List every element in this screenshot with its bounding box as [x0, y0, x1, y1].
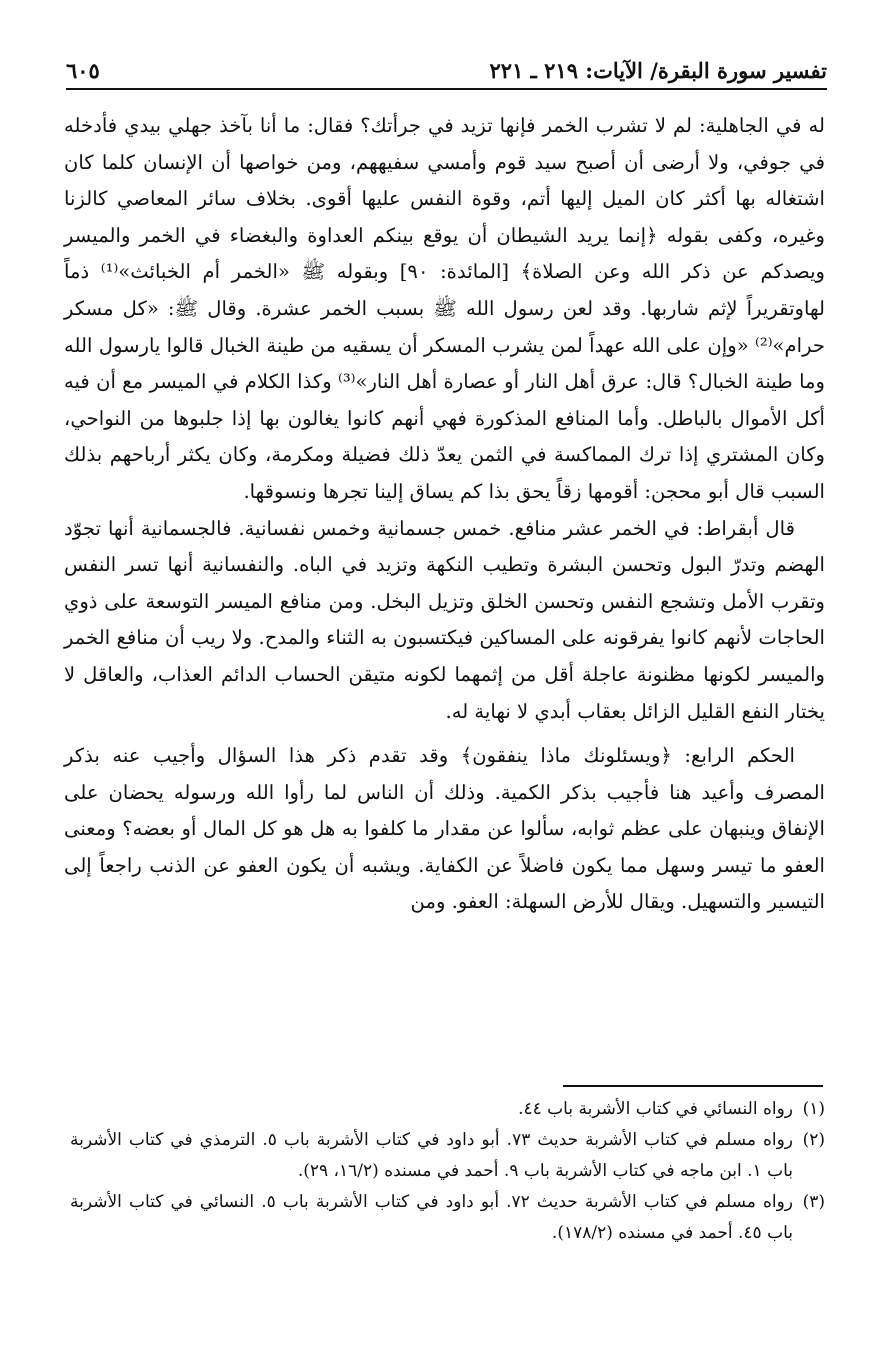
paragraph: قال أبقراط: في الخمر عشر منافع. خمس جسمانية وخمس نفسانية. فالجسمانية أنها تجوّد الهضم وتدرّ البول وتحسن البشرة وتطيب النكهة وتزيد في الباه. والنفسانية أنها تسر النفس وتقرب الأمل وتشجع النفس وتحسن الخلق وتزيل البخل. ومن منافع الميسر التوسعة على ذوي الحاجات لأنهم كانوا يفرقونه على المساكين فيكتسبون به الثناء والمدح. ولا ريب أن منافع الخمر والميسر لكونها مظنونة عاجلة أقل من إثمهما لكونه متيقن الحساب الدائم العذاب، والعاقل لا يختار النفع القليل الزائل بعقاب أبدي لا نهاية له. [64, 516, 825, 723]
footnote-divider [563, 1085, 823, 1087]
footnote [70, 1187, 825, 1249]
footnote-number: (٣) [802, 1192, 826, 1212]
footnotes [70, 1094, 825, 1249]
page-number: ٦٠٥ [66, 58, 100, 83]
footnote [70, 1094, 825, 1125]
page-header [66, 50, 827, 90]
footnote [70, 1125, 825, 1187]
footnote-text: رواه مسلم في كتاب الأشربة حديث ٧٢. أبو داود في كتاب الأشربة باب ٥. النسائي في كتاب الأشربة باب ٤٥. أحمد في مسنده (١٧٨/٢). [70, 1192, 794, 1243]
footnote-text: رواه مسلم في كتاب الأشربة حديث ٧٣. أبو داود في كتاب الأشربة باب ٥. الترمذي في كتاب الأشربة باب ١. ابن ماجه في كتاب الأشربة باب ٩. أحمد في مسنده (١٦/٢، ٢٩). [70, 1130, 794, 1181]
running-title: تفسير سورة البقرة/ الآيات: ٢١٩ ـ ٢٢١ [489, 58, 827, 83]
paragraph: له في الجاهلية: لم لا تشرب الخمر فإنها تزيد في جرأتك؟ فقال: ما أنا بآخذ جهلي بيدي فأدخله في جوفي، ولا أرضى أن أصبح سيد قوم وأمسي سفيههم، ومن خواصها أن الإنسان كلما كان اشتغاله بها أكثر كان الميل إليها أتم، وقوة النفس عليها أقوى. بخلاف سائر المعاصي كالزنا وغيره، وكفى بقوله ﴿إنما يريد الشيطان أن يوقع بينكم العداوة والبغضاء في الخمر والميسر ويصدكم عن ذكر الله وعن الصلاة﴾ [المائدة: ٩٠] وبقوله ﷺ «الخمر أم الخبائث»⁽¹⁾ ذماً لهاوتقريراً لإثم شاربها. وقد لعن رسول الله ﷺ بسبب الخمر عشرة. وقال ﷺ: «كل مسكر حرام»⁽²⁾ «وإن على الله عهداً لمن يشرب المسكر أن يسقيه من طينة الخبال قالوا يارسول الله وما طينة الخبال؟ قال: عرق أهل النار أو عصارة أهل النار»⁽³⁾ وكذا الكلام في الميسر مع أن فيه أكل الأموال بالباطل. وأما المنافع المذكورة فهي أنهم كانوا يغالون بها إذا جلبوها من النواحي، وكان المشتري إذا ترك المماكسة في الثمن يعدّ ذلك فضيلة ومكرمة، وكان يكثر أرباحهم بذلك السبب قال أبو محجن: أقومها زقاً يحق بذا كم يساق إلينا تجرها ونسوقها. [64, 114, 825, 503]
footnote-number: (١) [802, 1099, 825, 1119]
header-divider [66, 88, 827, 90]
paragraph: الحكم الرابع: ﴿ويسئلونك ماذا ينفقون﴾ وقد تقدم ذكر هذا السؤال وأجيب عنه بذكر المصرف وأعيد هنا فأجيب بذكر الكمية. وذلك أن الناس لما رأوا الله ورسوله يحضان على الإنفاق وينبهان على عظم ثوابه، سألوا عن مقدار ما كلفوا به هل هو كل المال أو بعضه؟ ومعنى العفو ما تيسر وسهل مما يكون فاضلاً عن الكفاية. ويشبه أن يكون العفو عن الذنب راجعاً إلى التيسير والتسهيل. ويقال للأرض السهلة: العفو. ومن [64, 744, 825, 914]
main-text [64, 108, 825, 921]
footnote-number: (٢) [802, 1130, 826, 1150]
footnote-text: رواه النسائي في كتاب الأشربة باب ٤٤. [518, 1099, 793, 1119]
